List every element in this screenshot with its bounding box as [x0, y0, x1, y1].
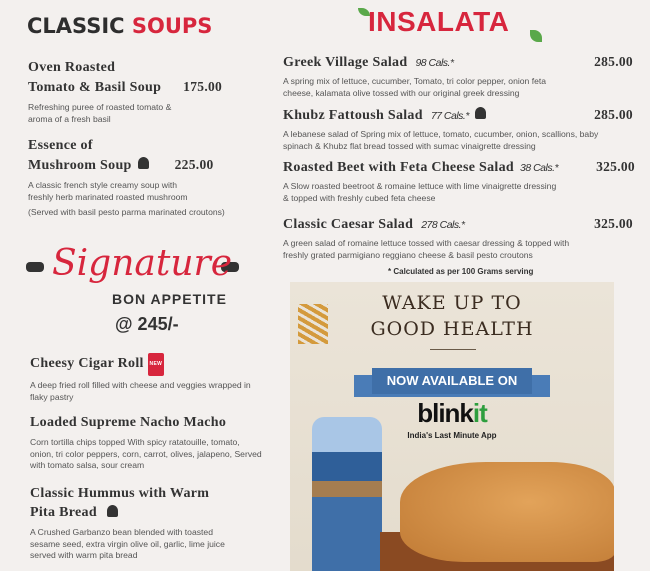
item-name: Mushroom Soup: [28, 158, 132, 173]
signature-price: @ 245/-: [115, 314, 179, 334]
item-name: Tomato & Basil Soup: [28, 80, 162, 95]
item-desc: A Slow roasted beetroot & romaine lettuce with lime vinaigrette dressing & topped with freshly cubed feta cheese: [283, 181, 557, 203]
item-calories: 278 Cals.*: [421, 219, 465, 231]
blinkit-tagline: India's Last Minute App: [407, 431, 497, 440]
menu-item-fattoush: [283, 105, 633, 152]
item-name: Essence of: [28, 138, 93, 153]
item-price: 225.00: [174, 157, 214, 172]
soups-title-b: SOUPS: [131, 14, 213, 38]
menu-item-greek-salad: [283, 52, 633, 99]
item-name: Khubz Fattoush Salad: [283, 108, 423, 123]
item-name: Oven Roasted: [28, 60, 116, 75]
item-desc: A lebanese salad of Spring mix of lettuce, tomato, cucumber, onion, scallions, baby spinach & Khubz flat bread tossed with sumac vinaigrette dressing: [283, 129, 599, 151]
menu-item-mushroom-soup: [28, 136, 268, 219]
item-desc: Corn tortilla chips topped With spicy ratatouille, tomato, onion, tri color peppers, corn, carrot, olives, jalapeno, Served with tomato salsa, sour cream: [30, 437, 262, 470]
item-name: Pita Bread: [30, 505, 97, 520]
chef-hat-icon: [138, 157, 149, 169]
ad-headline-line: WAKE UP TO: [382, 292, 522, 314]
chef-hat-icon: [475, 107, 486, 119]
item-desc: A green salad of romaine lettuce tossed with caesar dressing & topped with freshly grated parmigiano reggiano cheese & basil pesto croutons: [283, 238, 570, 260]
soups-title: [27, 14, 212, 38]
ad-headline: [290, 290, 614, 342]
menu-item-caesar: [283, 214, 633, 261]
brand-a: blink: [417, 398, 473, 428]
menu-item-cigar-roll: [30, 353, 270, 403]
item-name: Greek Village Salad: [283, 55, 408, 70]
item-price: 285.00: [594, 107, 633, 122]
item-note: (Served with basil pesto parma marinated croutons): [28, 207, 225, 217]
brand-b: it: [472, 398, 487, 428]
item-name: Roasted Beet with Feta Cheese Salad: [283, 160, 514, 175]
signature-title: Signature: [52, 243, 233, 284]
item-desc: Refreshing puree of roasted tomato & aroma of a fresh basil: [28, 102, 172, 124]
wheat-icon: [298, 304, 328, 344]
menu-item-tomato-soup: [28, 58, 268, 125]
leaf-icon: [530, 30, 542, 42]
ad-ribbon: NOW AVAILABLE ON: [372, 368, 532, 394]
item-calories: 77 Cals.*: [430, 110, 469, 122]
item-name-line: [28, 77, 268, 97]
bread-bag-image: [312, 417, 382, 571]
item-desc: A spring mix of lettuce, cucumber, Tomato, tri color pepper, onion feta cheese, kalamata olive tossed with our original greek dressing: [283, 76, 547, 98]
ornament-left-icon: [26, 262, 44, 272]
blinkit-ad-banner[interactable]: [290, 282, 614, 571]
new-badge: NEW: [148, 353, 165, 376]
item-desc: A deep fried roll filled with cheese and veggies wrapped in flaky pastry: [30, 380, 251, 402]
item-price: 285.00: [594, 54, 633, 69]
insalata-title: INSALATA: [368, 6, 510, 37]
chef-hat-icon: [107, 505, 118, 517]
divider-ornament: [430, 349, 476, 350]
item-price: 325.00: [594, 216, 633, 231]
item-name: Loaded Supreme Nacho Macho: [30, 415, 227, 430]
menu-item-nacho: [30, 413, 270, 472]
sliced-bread-image: [400, 462, 614, 562]
menu-item-beet-salad: [283, 157, 635, 204]
item-desc: A Crushed Garbanzo bean blended with toasted sesame seed, extra virgin olive oil, garlic, lime juice served with warm pita bread: [30, 527, 225, 560]
item-name: Classic Caesar Salad: [283, 217, 414, 232]
item-calories: 38 Cals.*: [519, 162, 559, 174]
ad-headline-line: GOOD HEALTH: [370, 318, 534, 340]
item-calories: 98 Cals.*: [415, 57, 454, 69]
calorie-footnote: * Calculated as per 100 Grams serving: [388, 267, 534, 276]
signature-subtitle: BON APPETITE: [112, 291, 227, 307]
item-price: 175.00: [183, 79, 223, 94]
item-name: Classic Hummus with Warm: [30, 486, 210, 501]
item-price: 325.00: [596, 159, 635, 174]
menu-item-hummus: [30, 484, 270, 562]
item-name: Cheesy Cigar Roll: [30, 356, 144, 371]
soups-title-a: CLASSIC: [27, 14, 125, 38]
item-desc: A classic french style creamy soup with freshly herb marinated roasted mushroom: [28, 180, 188, 202]
item-name-line: [28, 155, 268, 175]
